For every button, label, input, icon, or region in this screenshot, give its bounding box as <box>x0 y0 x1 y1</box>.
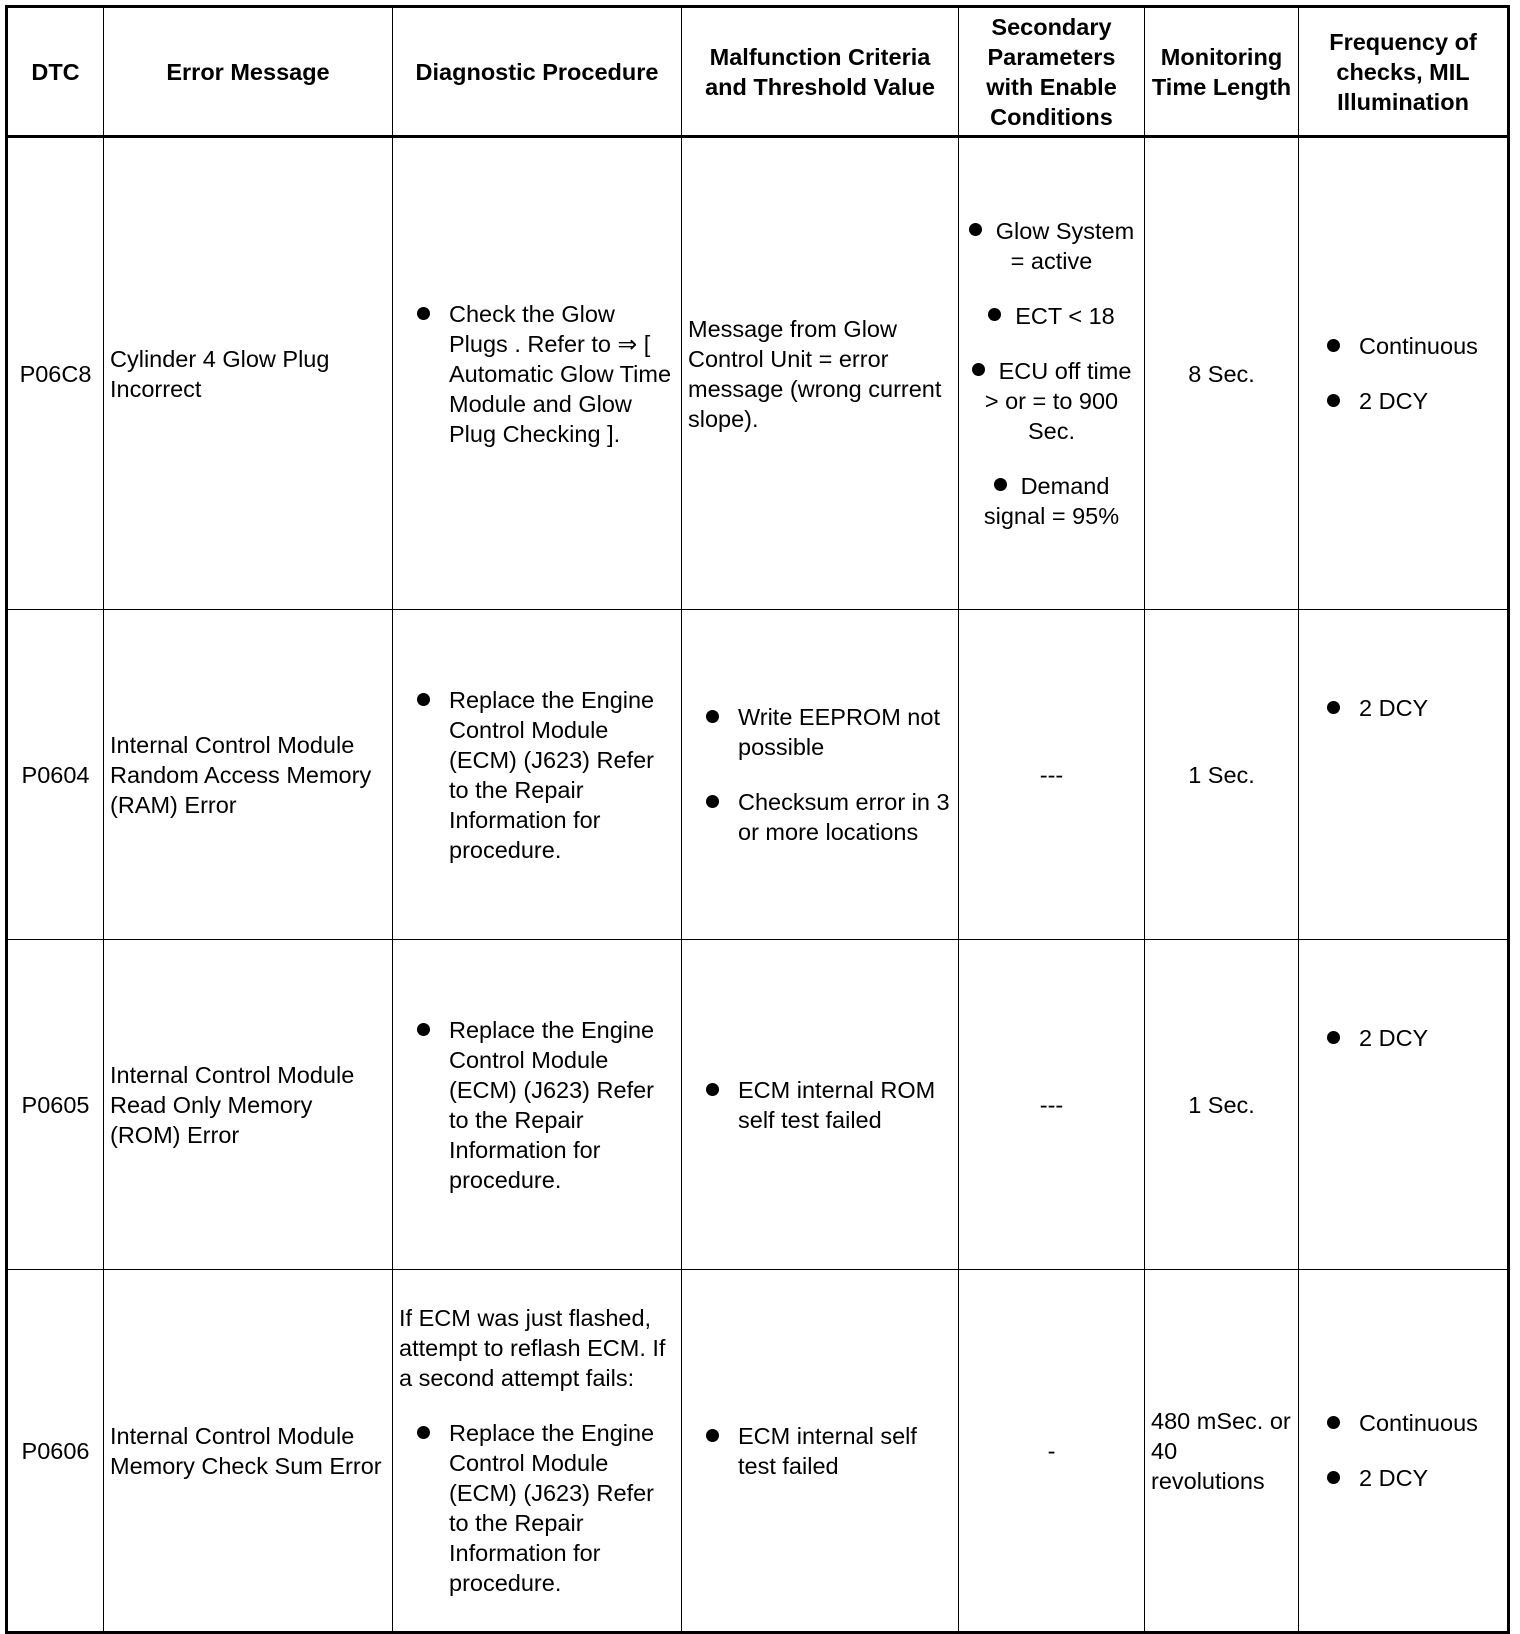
dtc-table <box>5 5 1510 1634</box>
diagnostic-procedure <box>393 137 682 610</box>
bullet-icon <box>1327 1416 1340 1429</box>
bullet-icon <box>417 693 430 706</box>
procedure-intro: If ECM was just flashed, attempt to reflash ECM. If a second attempt fails: <box>399 1305 666 1391</box>
malfunction-criteria <box>682 1270 959 1633</box>
secondary-parameters <box>959 137 1145 610</box>
error-message: Internal Control Module Read Only Memory (ROM) Error <box>104 940 393 1270</box>
header-diagnostic-procedure: Diagnostic Procedure <box>393 7 682 137</box>
bullet-icon <box>969 223 982 236</box>
frequency-list <box>1305 1408 1501 1493</box>
bullet-icon <box>417 1023 430 1036</box>
criteria-item: Checksum error in 3 or more locations <box>688 787 952 847</box>
criteria-list <box>688 1075 952 1135</box>
header-dtc: DTC <box>7 7 104 137</box>
bullet-icon <box>1327 1031 1340 1044</box>
malfunction-criteria <box>682 610 959 940</box>
frequency <box>1299 1270 1509 1633</box>
criteria-list <box>688 702 952 847</box>
procedure-list <box>399 1015 675 1195</box>
bullet-icon <box>1327 1471 1340 1484</box>
criteria-item: Write EEPROM not possible <box>688 702 952 762</box>
frequency <box>1299 610 1509 940</box>
header-secondary-parameters: Secondary Parameters with Enable Conditions <box>959 7 1145 137</box>
header-row <box>7 7 1509 137</box>
criteria-item: ECM internal ROM self test failed <box>688 1075 952 1135</box>
bullet-icon <box>706 1083 719 1096</box>
secondary-parameters: --- <box>959 610 1145 940</box>
bullet-icon <box>417 307 430 320</box>
monitoring-time: 1 Sec. <box>1145 940 1299 1270</box>
frequency-list <box>1305 331 1501 416</box>
bullet-icon <box>1327 701 1340 714</box>
table-row <box>7 940 1509 1270</box>
diagnostic-procedure <box>393 1270 682 1633</box>
secondary-parameters: - <box>959 1270 1145 1633</box>
error-message: Internal Control Module Random Access Memory (RAM) Error <box>104 610 393 940</box>
diagnostic-procedure <box>393 940 682 1270</box>
diagnostic-procedure <box>393 610 682 940</box>
frequency-item: 2 DCY <box>1305 693 1501 723</box>
bullet-icon <box>1327 339 1340 352</box>
header-frequency: Frequency of checks, MIL Illumination <box>1299 7 1509 137</box>
bullet-icon <box>994 478 1007 491</box>
bullet-icon <box>972 363 985 376</box>
dtc-code: P0605 <box>7 940 104 1270</box>
malfunction-criteria <box>682 940 959 1270</box>
criteria-item: ECM internal self test failed <box>688 1421 952 1481</box>
procedure-item: Replace the Engine Control Module (ECM) (J623) Refer to the Repair Information for procedure. <box>399 1418 675 1598</box>
header-malfunction-criteria: Malfunction Criteria and Threshold Value <box>682 7 959 137</box>
dtc-code: P06C8 <box>7 137 104 610</box>
frequency-item: 2 DCY <box>1305 1463 1501 1493</box>
frequency-list <box>1305 693 1501 723</box>
secondary-parameters: --- <box>959 940 1145 1270</box>
bullet-icon <box>1327 394 1340 407</box>
table-row <box>7 610 1509 940</box>
table-row <box>7 1270 1509 1633</box>
bullet-icon <box>988 308 1001 321</box>
frequency <box>1299 137 1509 610</box>
secondary-item: ECT < 18 <box>965 301 1138 331</box>
bullet-icon <box>417 1426 430 1439</box>
dtc-code: P0604 <box>7 610 104 940</box>
frequency-item: 2 DCY <box>1305 1023 1501 1053</box>
criteria-list <box>688 1421 952 1481</box>
header-error-message: Error Message <box>104 7 393 137</box>
procedure-list <box>399 685 675 865</box>
monitoring-time: 8 Sec. <box>1145 137 1299 610</box>
table-row <box>7 137 1509 610</box>
bullet-icon <box>706 795 719 808</box>
error-message: Internal Control Module Memory Check Sum Error <box>104 1270 393 1633</box>
dtc-code: P0606 <box>7 1270 104 1633</box>
bullet-icon <box>706 710 719 723</box>
bullet-icon <box>706 1429 719 1442</box>
monitoring-time: 480 mSec. or 40 revolutions <box>1145 1270 1299 1633</box>
frequency-item: 2 DCY <box>1305 386 1501 416</box>
secondary-item: Demand signal = 95% <box>983 473 1120 529</box>
frequency-list <box>1305 1023 1501 1053</box>
secondary-list <box>965 216 1138 531</box>
procedure-list <box>399 299 675 449</box>
error-message: Cylinder 4 Glow Plug Incorrect <box>104 137 393 610</box>
frequency <box>1299 940 1509 1270</box>
procedure-item: Check the Glow Plugs . Refer to ⇒ [ Automatic Glow Time Module and Glow Plug Checking ]. <box>399 299 675 449</box>
secondary-item: ECU off time > or = to 900 Sec. <box>965 356 1138 446</box>
procedure-list <box>399 1418 675 1598</box>
monitoring-time: 1 Sec. <box>1145 610 1299 940</box>
header-monitoring-time: Monitoring Time Length <box>1145 7 1299 137</box>
procedure-item: Replace the Engine Control Module (ECM) (J623) Refer to the Repair Information for procedure. <box>399 1015 675 1195</box>
secondary-item: Glow System = active <box>965 216 1138 276</box>
frequency-item: Continuous <box>1305 331 1501 361</box>
procedure-item: Replace the Engine Control Module (ECM) (J623) Refer to the Repair Information for procedure. <box>399 685 675 865</box>
malfunction-criteria: Message from Glow Control Unit = error message (wrong current slope). <box>682 137 959 610</box>
frequency-item: Continuous <box>1305 1408 1501 1438</box>
